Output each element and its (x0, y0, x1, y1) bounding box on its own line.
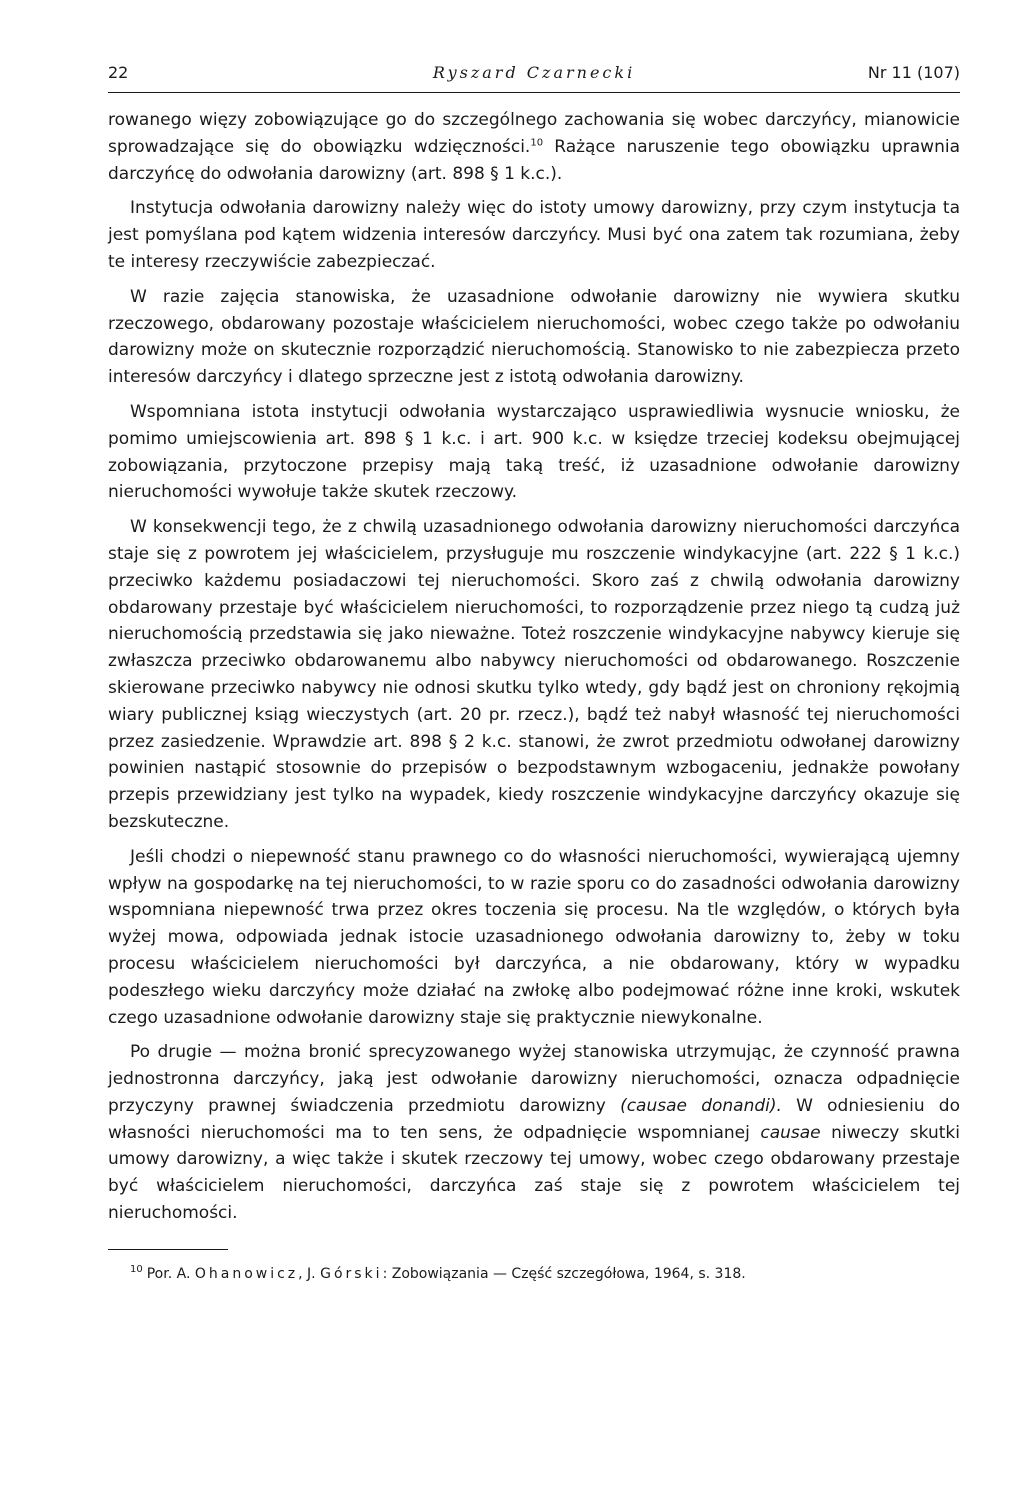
footnote-number: 10 (130, 1264, 143, 1276)
paragraph-5: W konsekwencji tego, że z chwilą uzasadnionego odwołania darowizny nieruchomości darczyńca staje się z powrotem jej właścicielem, przysługuje mu roszczenie windykacyjne (art. 222 § 1 k.c.) przeciwko każdemu posiadaczowi tej nieruchomości. Skoro zaś z chwilą odwołania darowizny obdarowany przestaje być właścicielem nieruchomości, to rozporządzenie przez niego tą cudzą już nieruchomością przedstawia się jako nieważne. Toteż roszczenie windykacyjne nabywcy kieruje się zwłaszcza przeciwko obdarowanemu albo nabywcy nieruchomości od obdarowanego. Roszczenie skierowane przeciwko nabywcy nie odnosi skutku tylko wtedy, gdy bądź jest on chroniony rękojmią wiary publicznej ksiąg wieczystych (art. 20 pr. rzecz.), bądź też nabył własność tej nieruchomości przez zasiedzenie. Wprawdzie art. 898 § 2 k.c. stanowi, że zwrot przedmiotu odwołanej darowizny powinien nastąpić stosownie do przepisów o bezpodstawnym wzbogaceniu, jednakże powołany przepis przewidziany jest tylko na wypadek, kiedy roszczenie windykacyjne darczyńcy okazuje się bezskuteczne. (108, 517, 960, 832)
running-head (108, 58, 960, 92)
paragraph-7-text-c: niweczy skutki umowy darowizny, a więc także i skutek rzeczowy tej umowy, wobec czego obdarowany przestaje być właścicielem nieruchomości, darczyńca zaś staje się z powrotem właścicielem tej nieruchomości. (108, 1122, 960, 1224)
paragraph-7-text-a: Po drugie — można bronić sprecyzowanego wyżej stanowiska utrzymując, że czynność prawna jednostronna darczyńcy, jaką jest odwołanie darowizny nieruchomości, oznacza odpadnięcie przyczyny prawnej świadczenia przedmiotu darowizny (108, 1042, 960, 1116)
paragraph-1 (108, 107, 960, 187)
footnote-text-rest: : Zobowiązania — Część szczegółowa, 1964, s. 318. (382, 1265, 746, 1282)
page-number: 22 (108, 63, 129, 82)
issue-number: Nr 11 (107) (867, 63, 960, 82)
header-rule (108, 92, 960, 93)
footnote (108, 1264, 960, 1284)
footnote-rule (108, 1249, 228, 1250)
paragraph-4: Wspomniana istota instytucji odwołania wystarczająco usprawiedliwia wysnucie wniosku, że pomimo umiejscowienia art. 898 § 1 k.c. i art. 900 k.c. w księdze trzeciej kodeksu obejmującej zobowiązania, przytoczone przepisy mają taką treść, iż uzasadnione odwołanie darowizny nieruchomości wywołuje także skutek rzeczowy. (108, 401, 960, 503)
paragraph-1-text-a: rowanego więzy zobowiązujące go do szczególnego zachowania się wobec darczyńcy, mianowicie sprowadzające się do obowiązku wdzięczności. (108, 110, 960, 157)
paragraph-2: Instytucja odwołania darowizny należy więc do istoty umowy darowizny, przy czym instytucja ta jest pomyślana pod kątem widzenia interesów darczyńcy. Musi być ona zatem tak rozumiana, żeby te interesy rzeczywiście zabezpieczać. (108, 198, 960, 272)
paragraph-7 (108, 1039, 960, 1227)
footnote-author-1: Ohanowicz (194, 1265, 299, 1282)
paragraph-6: Jeśli chodzi o niepewność stanu prawnego co do własności nieruchomości, wywierającą ujemny wpływ na gospodarkę na tej nieruchomości, to w razie sporu co do zasadności odwołania darowizny wspomniana niepewność trwa przez okres toczenia się procesu. Na tle względów, o których była wyżej mowa, odpowiada jednak istocie uzasadnionego odwołania darowizny to, żeby w toku procesu właścicielem nieruchomości był darczyńca, a nie obdarowany, który w wypadku podeszłego wieku darczyńcy może działać na zwłokę albo podejmować różne inne kroki, wskutek czego uzasadnione odwołanie darowizny staje się praktycznie niewykonalne. (108, 846, 960, 1028)
footnote-author-2: Górski (320, 1265, 383, 1282)
running-head-author: Ryszard Czarnecki (432, 63, 636, 82)
footnote-text-mid: , J. (298, 1265, 321, 1282)
paragraph-7-italic-causae: causae (760, 1122, 821, 1143)
page (108, 58, 960, 1284)
body-text (108, 107, 960, 1227)
paragraph-7-text-b: W odniesieniu do własności nieruchomości ma to ten sens, że odpadnięcie wspomnianej (108, 1095, 961, 1143)
paragraph-3: W razie zajęcia stanowiska, że uzasadnione odwołanie darowizny nie wywiera skutku rzeczowego, obdarowany pozostaje właścicielem nieruchomości, wobec czego także po odwołaniu darowizny może on skutecznie rozporządzić nieruchomością. Stanowisko to nie zabezpiecza przeto interesów darczyńcy i dlatego sprzeczne jest z istotą odwołania darowizny. (108, 286, 960, 388)
paragraph-7-italic-causae-donandi: (causae donandi). (620, 1095, 782, 1116)
footnote-text-pre: Por. A. (146, 1265, 195, 1282)
paragraph-1-text-b: Rażące naruszenie tego obowiązku uprawnia darczyńcę do odwołania darowizny (art. 898 § 1 k.c.). (108, 136, 960, 184)
footnote-reference: 10 (530, 137, 544, 149)
